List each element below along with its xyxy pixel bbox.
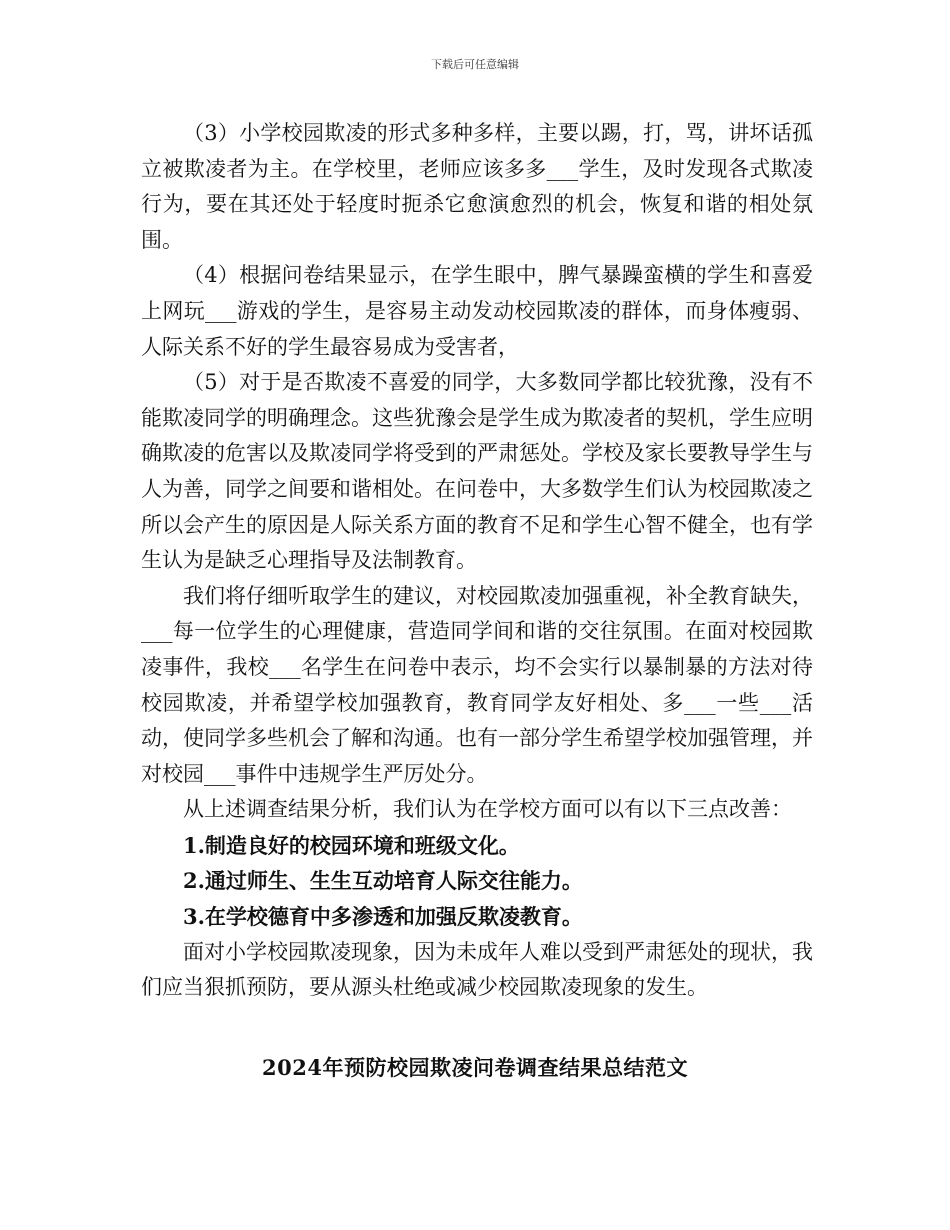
paragraph-conclusion: 面对小学校园欺凌现象，因为未成年人难以受到严肃惩处的现状，我们应当狠抓预防，要从源头杜绝或减少校园欺凌现象的发生。 <box>141 939 813 1000</box>
document-body <box>141 116 813 1006</box>
header-note: 下载后可任意编辑 <box>431 58 519 71</box>
paragraph-analysis-intro: 从上述调查结果分析，我们认为在学校方面可以有以下三点改善： <box>183 797 792 822</box>
paragraph-suggestions: 我们将仔细听取学生的建议，对校园欺凌加强重视，补全教育缺失，___每一位学生的心理健康，营造同学间和谐的交往氛围。在面对校园欺凌事件，我校___名学生在问卷中表示，均不会实行以暴制暴的方法对待校园欺凌，并希望学校加强教育，教育同学友好相处、多___一些___活动，使同学多些机会了解和沟通。也有一部分学生希望学校加强管理，并对校园___事件中违规学生严厉处分。 <box>141 583 813 786</box>
improvement-item-2: 2.通过师生、生生互动培育人际交往能力。 <box>183 868 583 894</box>
next-article-title: 2024年预防校园欺凌问卷调查结果总结范文 <box>262 1055 688 1080</box>
paragraph-item-4: （4）根据问卷结果显示，在学生眼中，脾气暴躁蛮横的学生和喜爱上网玩___游戏的学生，是容易主动发动校园欺凌的群体，而身体瘦弱、人际关系不好的学生最容易成为受害者， <box>141 263 813 359</box>
paragraph-item-3: （3）小学校园欺凌的形式多种多样，主要以踢，打，骂，讲坏话孤立被欺凌者为主。在学校里，老师应该多多___学生，及时发现各式欺凌行为，要在其还处于轻度时扼杀它愈演愈烈的机会，恢复和谐的相处氛围。 <box>141 121 813 252</box>
improvement-item-1: 1.制造良好的校园环境和班级文化。 <box>183 832 520 858</box>
paragraph-item-5: （5）对于是否欺凌不喜爱的同学，大多数同学都比较犹豫，没有不能欺凌同学的明确理念。这些犹豫会是学生成为欺凌者的契机，学生应明确欺凌的危害以及欺凌同学将受到的严肃惩处。学校及家长要教导学生与人为善，同学之间要和谐相处。在问卷中，大多数学生们认为校园欺凌之所以会产生的原因是人际关系方面的教育不足和学生心智不健全，也有学生认为是缺乏心理指导及法制教育。 <box>141 370 813 573</box>
improvement-item-3: 3.在学校德育中多渗透和加强反欺凌教育。 <box>183 904 583 930</box>
